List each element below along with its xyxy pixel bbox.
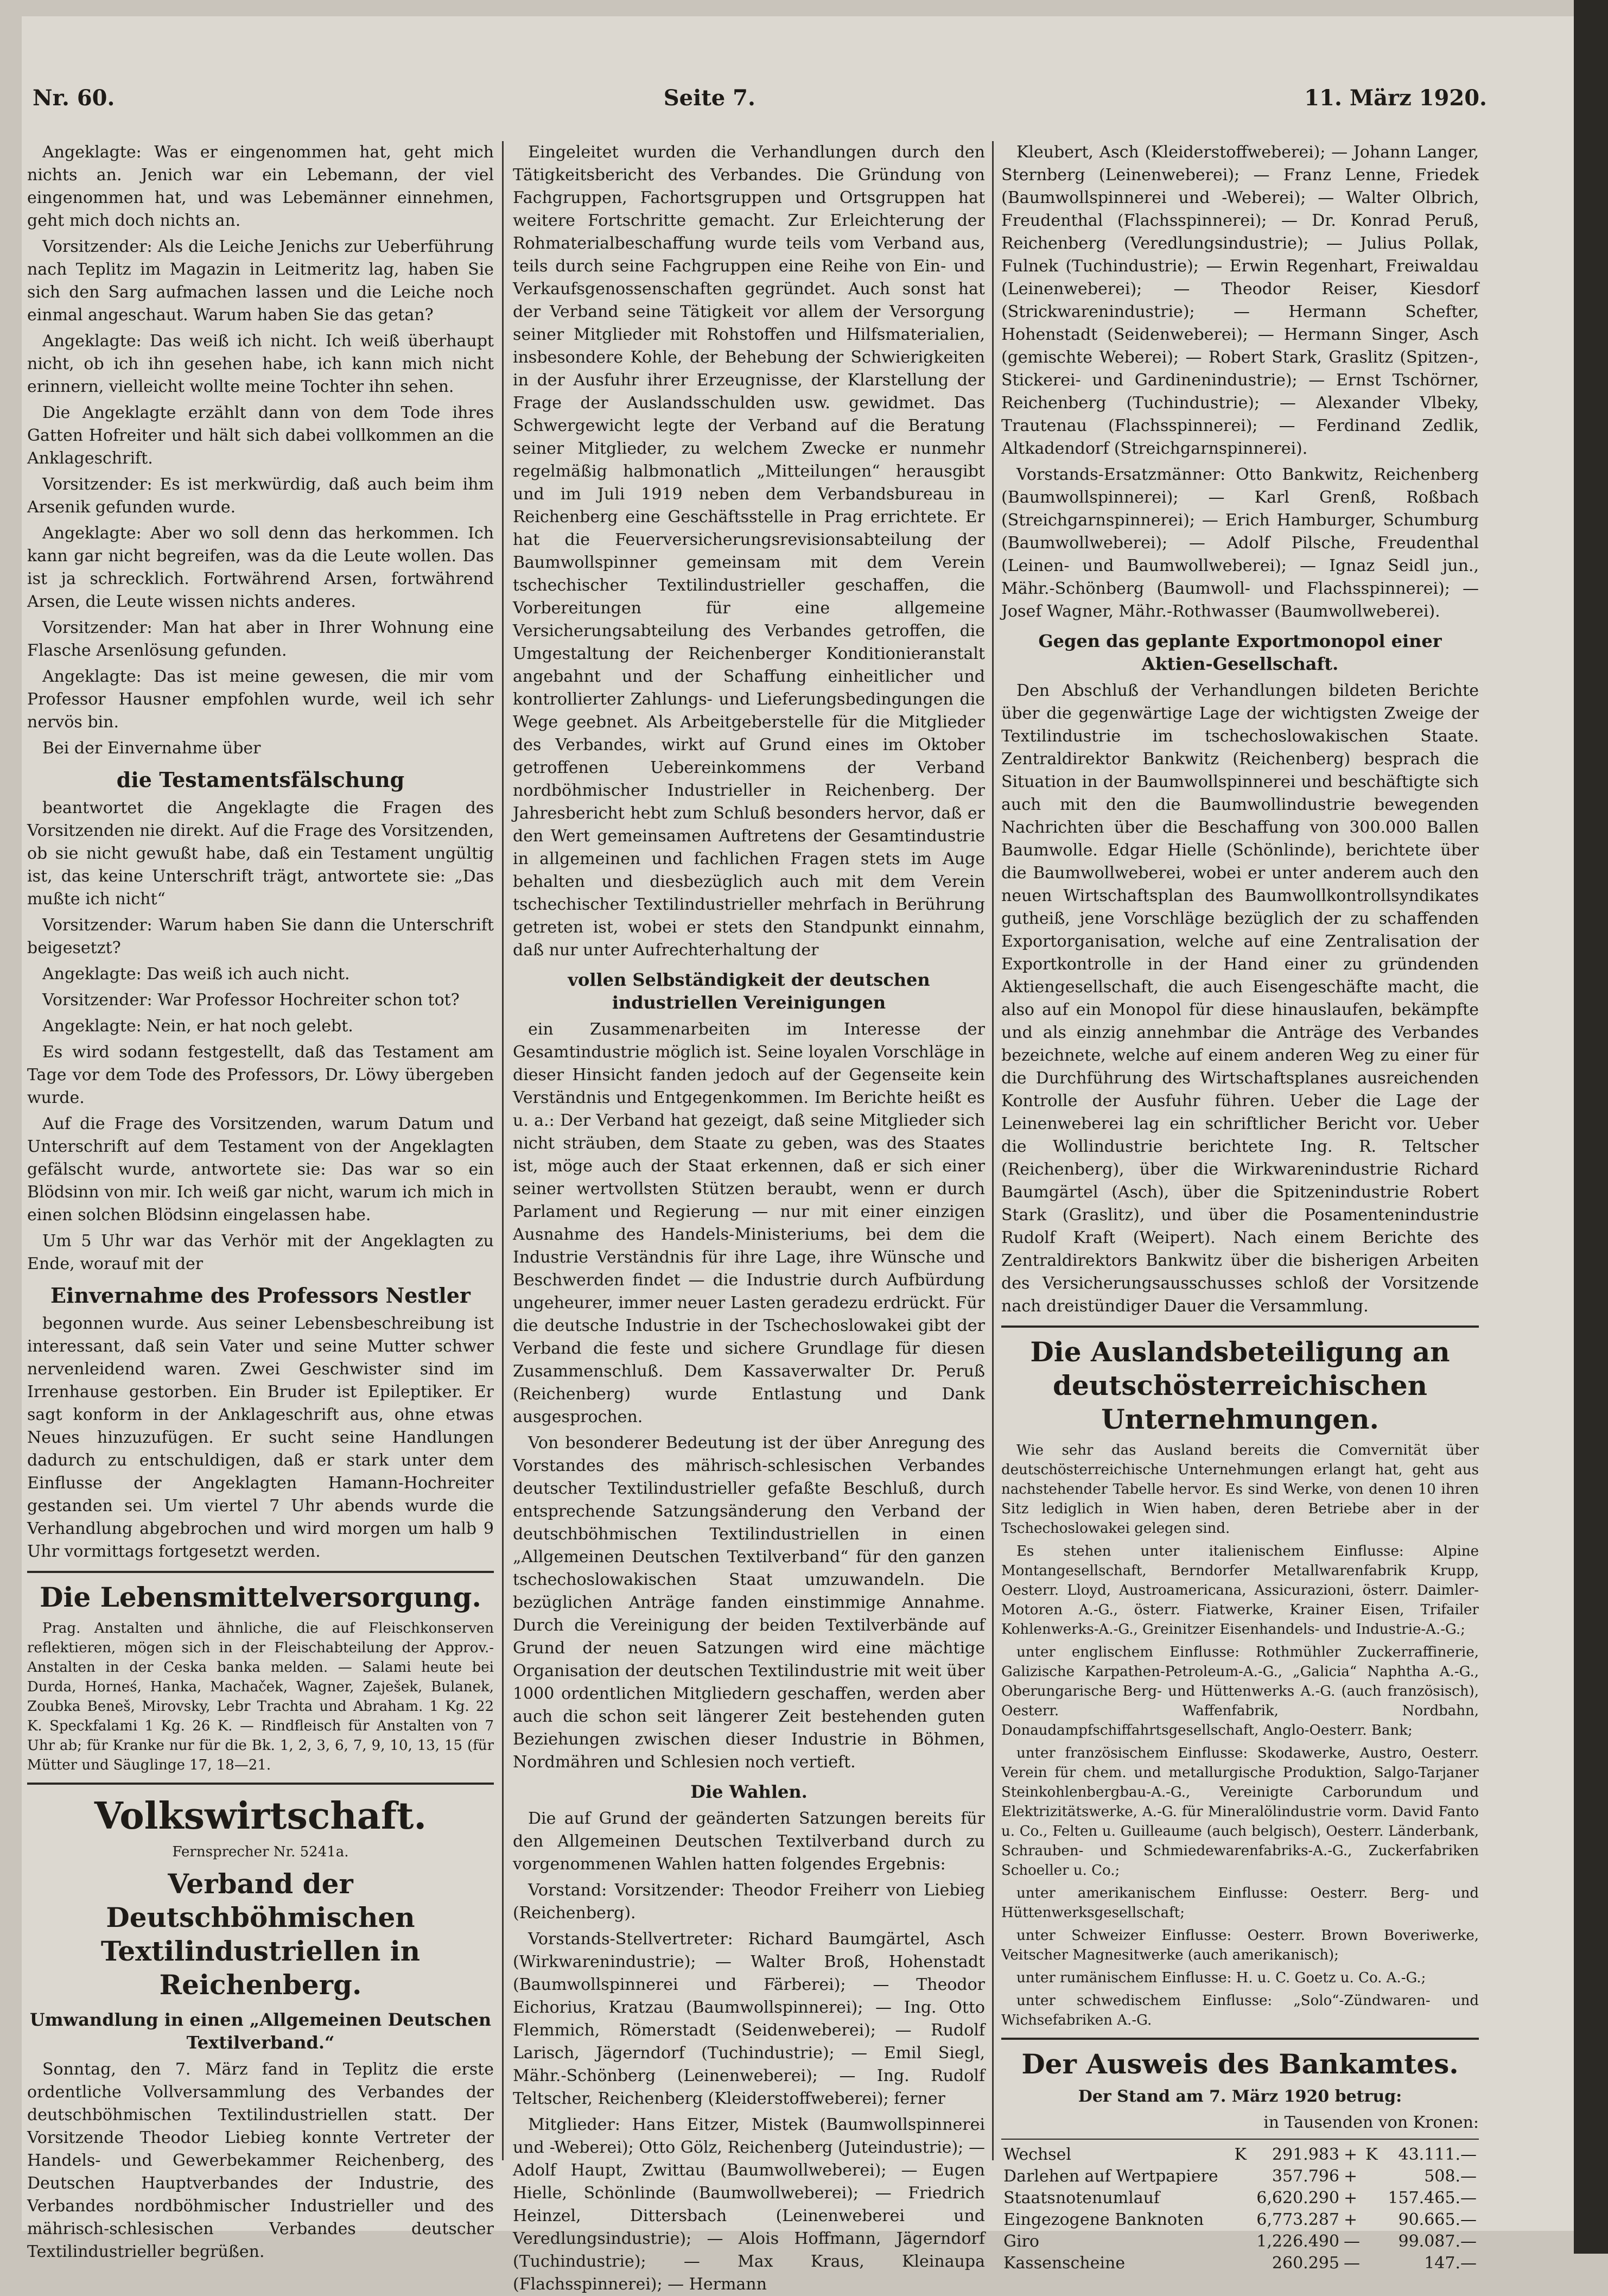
change-cell: 508.— [1424,2167,1477,2186]
paragraph: unter englischem Einflusse: Rothmühler Zuckerraffinerie, Galizische Karpathen-Petroleum-A.-G., „Galicia“ Naphtha A.-G., Oberungarische Berg- und Hüttenwerks A.-G. (auch französisch), Oesterr. Waffenfabrik, Nordbahn, Donaudampfschiffahrtsgesellschaft, Anglo-Oesterr. Bank; [1001,1644,1479,1739]
paragraph: Auf die Frage des Vorsitzenden, warum Datum und Unterschrift auf dem Testament von der Angeklagten gefälscht wurde, antwortete sie: Das war so ein Blödsinn von mir. Ich weiß gar nicht, warum ich mich in einen solchen Blödsinn eingelassen habe. [27,1114,494,1225]
article-headline: Die Auslandsbeteiligung an deutschösterreichischen Unternehmungen. [1030,1336,1450,1435]
sign-cell: + [1343,2145,1358,2164]
article-subheadline: Umwandlung in einen „Allgemeinen Deutschen Textilverband.“ [29,2009,492,2053]
divider [1001,2038,1479,2040]
paragraph: Angeklagte: Was er eingenommen hat, geht mich nichts an. Jenich war ein Lebemann, der viel eingenommen hat, und was Lebemänner einnehmen, geht mich doch nichts an. [27,143,494,230]
report-date: Der Stand am 7. März 1920 betrug: [1078,2087,1402,2106]
currency-cell [1363,2209,1381,2231]
paragraph: Um 5 Uhr war das Verhör mit der Angeklagten zu Ende, worauf mit der [27,1232,494,1273]
paragraph: Sonntag, den 7. März fand in Teplitz die erste ordentliche Vollversammlung des Verbandes der deutschböhmischen Textilindustriellen statt. Der Vorsitzende Theodor Liebieg konnte Vertreter der Handels- und Gewerbekammer Reichenberg, des Deutschen Hauptverbandes der Industrie, des Verbandes nordböhmischer Industrieller und des mährisch-schlesischen Verbandes deutscher Textilindustrieller begrüßen. [27,2060,494,2261]
currency-cell [1232,2253,1250,2274]
paragraph: Die auf Grund der geänderten Satzungen bereits für den Allgemeinen Deutschen Textilverband durch zu vorgenommenen Wahlen hatten folgendes Ergebnis: [513,1809,985,1874]
section-heading: Volkswirtschaft. [94,1794,427,1838]
paragraph: Vorstands-Stellvertreter: Richard Baumgärtel, Asch (Wirkwarenindustrie); — Walter Broß, Hohenstadt (Baumwollspinnerei und Färberei); — Theodor Eichorius, Kratzau (Baumwollspinnerei); — Ing. Otto Flemmich, Römerstadt (Seidenweberei); — Rudolf Larisch, Jägerndorf (Tuchindustrie); — Emil Siegl, Mähr.-Schönberg (Leinenweberei); — Ing. Rudolf Teltscher, Reichenberg (Kleiderstoffweberei); ferner [513,1930,985,2108]
currency-cell [1363,2253,1381,2274]
paragraph: unter Schweizer Einflusse: Oesterr. Brown Boveriwerke, Veitscher Magnesitwerke (auch amerikanisch); [1001,1927,1479,1963]
change-cell: 90.665.— [1398,2210,1477,2229]
paragraph: Prag. Anstalten und ähnliche, die auf Fleischkonserven reflektieren, mögen sich in der Fleischabteilung der Approv.-Anstalten in der Ceska banka melden. — Salami heute bei Durda, Horneś, Hanka, Machaček, Wagner, Zaješek, Bulanek, Zoubka Beneš, Mirovsky, Lebr Trachta und Abraham. 1 Kg. 22 K. Speckfalami 1 Kg. 26 K. — Rindfleisch für Anstalten von 7 Uhr ab; für Kranke nur für die Bk. 1, 2, 3, 6, 7, 9, 10, 13, 15 (für Mütter und Säuglinge 17, 18—21. [27,1620,494,1773]
table-row [1001,2231,1479,2253]
paragraph: Vorsitzender: War Professor Hochreiter schon tot? [42,991,460,1010]
change-cell: 147.— [1424,2254,1477,2273]
currency-cell [1363,2231,1381,2253]
currency-cell [1232,2231,1250,2253]
row-label: Wechsel [1003,2145,1072,2164]
paragraph: Mitglieder: Hans Eitzer, Mistek (Baumwollspinnerei und -Weberei); Otto Gölz, Reichenberg (Juteindustrie); — Adolf Haupt, Zwittau (Baumwollweberei); — Eugen Hielle, Schönlinde (Baumwollweberei); — Friedrich Heinzel, Dittersbach (Leinenweberei und Veredlungsindustrie); — Alois Hoffmann, Jägerndorf (Tuchindustrie); — Max Kraus, Kleinaupa (Flachsspinnerei); — Hermann [513,2115,985,2294]
row-label: Kassenscheine [1003,2254,1126,2273]
issue-date: 11. März 1920. [1304,85,1487,111]
currency-cell [1232,2209,1250,2231]
article-headline: Verband der Deutschböhmischen Textilindustriellen in Reichenberg. [100,1868,421,2001]
currency-cell [1363,2187,1381,2209]
subheading: Die Wahlen. [690,1781,808,1802]
column-rule-2 [992,141,994,2160]
divider [1001,2139,1479,2140]
paragraph: unter französischem Einflusse: Skodawerke, Austro, Oesterr. Verein für chem. und metallurgische Produktion, Salgo-Tarjaner Steinkohlenbergbau-A.-G., Vereinigte Carborundum und Elektrizitätswerke, A.-G. für Mineralölindustrie vorm. David Fanto u. Co., Felten u. Guilleaume (auch belgisch), Oesterr. Länderbank, Schrauben- und Schmiedewarenfabriks-A.-G., Zuckerfabriken Schoeller u. Co.; [1001,1745,1479,1879]
divider [27,1783,494,1785]
column-2 [513,141,985,2294]
issue-number: Nr. 60. [33,85,115,111]
article-headline: Der Ausweis des Bankamtes. [1021,2048,1459,2080]
change-cell: 43.111.— [1398,2145,1477,2164]
unit-note: in Tausenden von Kronen: [1263,2113,1479,2132]
paragraph: Vorstands-Ersatzmänner: Otto Bankwitz, Reichenberg (Baumwollspinnerei); — Karl Grenß, Roßbach (Streichgarnspinnerei); — Erich Hamburger, Schumburg (Baumwollweberei); — Adolf Pilsche, Freudenthal (Leinen- und Baumwollweberei); — Ignaz Seidl jun., Mähr.-Schönberg (Baumwoll- und Flachsspinnerei); — Josef Wagner, Mähr.-Rothwasser (Baumwollweberei). [1001,465,1479,621]
subheading: vollen Selbständigkeit der deutschen industriellen Vereinigungen [568,969,930,1013]
paragraph: Die Angeklagte erzählt dann von dem Tode ihres Gatten Hofreiter und hält sich dabei vollkommen an die Anklageschrift. [27,403,494,468]
paragraph: Vorsitzender: Als die Leiche Jenichs zur Ueberführung nach Teplitz im Magazin in Leitmeritz lag, haben Sie sich den Sarg aufmachen lassen und die Leiche noch einmal angeschaut. Warum haben Sie das getan? [27,237,494,325]
phone-line: Fernsprecher Nr. 5241a. [172,1844,349,1860]
paragraph: Es wird sodann festgestellt, daß das Testament am Tage vor dem Tode des Professors, Dr. Löwy übergeben wurde. [27,1043,494,1107]
paragraph: beantwortet die Angeklagte die Fragen des Vorsitzenden nie direkt. Auf die Frage des Vorsitzenden, ob sie nicht gewußt habe, daß ein Testament ungültig ist, das keine Unterschrift trägt, antwortete sie: „Das mußte ich nicht“ [27,798,494,909]
paragraph: Kleubert, Asch (Kleiderstoffweberei); — Johann Langer, Sternberg (Leinenweberei); — Franz Lenne, Friedek (Baumwollspinnerei und -Weberei); — Walter Olbrich, Freudenthal (Flachsspinnerei); — Dr. Konrad Peruß, Reichenberg (Veredlungsindustrie); — Julius Pollak, Fulnek (Tuchindustrie); — Erwin Regenhart, Freiwaldau (Leinenweberei); — Theodor Reiser, Kiesdorf (Strickwarenindustrie); — Hermann Schefter, Hohenstadt (Seidenweberei); — Hermann Singer, Asch (gemischte Weberei); — Robert Stark, Graslitz (Spitzen-, Stickerei- und Gardinenindustrie); — Ernst Tschörner, Reichenberg (Tuchindustrie); — Alexander Vlbeky, Trautenau (Flachsspinnerei); — Ferdinand Zedlik, Altkadendorf (Streichgarnspinnerei). [1001,143,1479,458]
scan-border [1574,0,1608,2254]
sign-cell: + [1343,2189,1358,2208]
paragraph: Von besonderer Bedeutung ist der über Anregung des Vorstandes des mährisch-schlesischen Verbandes deutscher Textilindustrieller gefaßte Beschluß, durch entsprechende Satzungsänderung den Verband der deutschböhmischen Textilindustriellen in einen „Allgemeinen Deutschen Textilverband“ für den ganzen tschechoslowakischen Staat umzuwandeln. Die bezüglichen Anträge fanden einstimmige Annahme. Durch die Vereinigung der beiden Textilverbände auf Grund der neuen Satzungen wird eine mächtige Organisation der deutschen Textilindustrie mit weit über 1000 ordentlichen Mitgliedern geschaffen, werden aber auch die schon seit längerer Zeit bestehenden guten Beziehungen zwischen dieser Industrie in Böhmen, Nordmähren und Schlesien noch vertieft. [513,1434,985,1772]
row-label: Staatsnotenumlauf [1003,2189,1160,2208]
newspaper-page [22,16,1574,2294]
divider [27,1571,494,1573]
currency-cell [1363,2166,1381,2187]
sign-cell: + [1343,2210,1358,2229]
value-cell: 357.796 [1272,2167,1339,2186]
currency-cell: K [1365,2145,1378,2164]
value-cell: 291.983 [1272,2145,1339,2164]
paragraph: Angeklagte: Das ist meine gewesen, die mir vom Professor Hausner empfohlen wurde, weil ich sehr nervös bin. [27,667,494,732]
paragraph: Eingeleitet wurden die Verhandlungen durch den Tätigkeitsbericht des Verbandes. Die Gründung von Fachgruppen, Fachortsgruppen und Ortsgruppen hat weitere Fortschritte gemacht. Zur Erleichterung der Rohmaterialbeschaffung wurde teils vom Verband aus, teils durch seine Fachgruppen eine Reihe von Ein- und Verkaufsgenossenschaften gegründet. Auch sonst hat der Verband seine Tätigkeit vor allem der Versorgung seiner Mitglieder mit Rohstoffen und Hilfsmaterialien, insbesondere Kohle, der Behebung der Schwierigkeiten in der Ausfuhr ihrer Erzeugnisse, der Klarstellung der Frage der Auslandsschulden usw. gewidmet. Das Schwergewicht legte der Verband auf die Beratung seiner Mitglieder, zu welchem Zwecke er nunmehr regelmäßig halbmonatlich „Mitteilungen“ herausgibt und im Juli 1919 neben dem Verbandsbureau in Reichenberg eine Geschäftsstelle in Prag errichtete. Er hat die Feuerversicherungsrevisionsabteilung der Baumwollspinner gemeinsam mit dem Verein tschechischer Textilindustrieller geschaffen, die Vorbereitungen für eine allgemeine Versicherungsabteilung des Verbandes getroffen, die Umgestaltung der Reichenberger Konditionieranstalt angebahnt und der Schaffung einheitlicher und kontrollierter Zahlungs- und Lieferungsbedingungen die Wege geebnet. Als Arbeitgeberstelle für die Mitglieder des Verbandes, wirkt auf Grund eines im Oktober getroffenen Uebereinkommens der Verband nordböhmischer Industrieller in Reichenberg. Der Jahresbericht hebt zum Schluß besonders hervor, daß er den Wert gemeinsamen Auftretens der Gesamtindustrie in allgemeinen und fachlichen Fragen stets im Auge behalten und diesbezüglich auch mit dem Verein tschechischer Textilindustrieller mehrfach in Berührung getreten ist, wobei er stets den Standpunkt einnahm, daß nur unter Aufrechterhaltung der [513,143,985,960]
subheading: Gegen das geplante Exportmonopol einer Aktien-Gesellschaft. [1038,631,1442,674]
paragraph: unter rumänischem Einflusse: H. u. C. Goetz u. Co. A.-G.; [1016,1970,1426,1986]
paragraph: Wie sehr das Ausland bereits die Comvernität über deutschösterreichische Unternehmungen erlangt hat, geht aus nachstehender Tabelle hervor. Es sind Werke, von denen 10 ihren Sitz lediglich in Wien haben, deren Betriebe aber in der Tschechoslowakei gelegen sind. [1001,1442,1479,1537]
subheading: Einvernahme des Professors Nestler [50,1283,471,1308]
change-cell: 99.087.— [1398,2232,1477,2251]
paragraph: Angeklagte: Nein, er hat noch gelebt. [42,1017,353,1036]
table-row [1001,2209,1479,2231]
paragraph: Vorsitzender: Warum haben Sie dann die Unterschrift beigesetzt? [27,916,494,957]
currency-cell [1232,2166,1250,2187]
row-label: Eingezogene Banknoten [1003,2210,1204,2229]
sign-cell: — [1343,2254,1360,2273]
column-1 [27,141,494,2261]
table-row [1001,2187,1479,2209]
section-heading: Die Lebensmittelversorgung. [40,1581,481,1613]
bank-statement-table [1001,2144,1479,2274]
change-cell: 157.465.— [1388,2189,1477,2208]
row-label: Giro [1003,2232,1039,2251]
value-cell: 1,226.490 [1256,2232,1339,2251]
column-3 [1001,141,1479,2273]
page-number: Seite 7. [663,85,755,111]
paragraph: Vorstand: Vorsitzender: Theodor Freiherr von Liebieg (Reichenberg). [513,1881,985,1923]
table-row [1001,2166,1479,2187]
row-label: Darlehen auf Wertpapiere [1003,2167,1218,2186]
page-header [33,76,1487,119]
table-row [1001,2144,1479,2166]
currency-cell [1232,2187,1250,2209]
subheading: die Testamentsfälschung [116,768,405,792]
value-cell: 6,620.290 [1256,2189,1339,2208]
paragraph: Es stehen unter italienischem Einflusse: Alpine Montangesellschaft, Berndorfer Metallwarenfabrik Krupp, Oesterr. Lloyd, Austroamericana, Assicurazioni, österr. Daimler-Motoren A.-G., österr. Fiatwerke, Krainer Eisen, Trifailer Kohlenwerks-A.-G., Greinitzer Eisenhandels- und Industrie-A.-G.; [1001,1543,1479,1638]
sign-cell: — [1343,2232,1360,2251]
value-cell: 6,773.287 [1256,2210,1339,2229]
value-cell: 260.295 [1272,2254,1339,2273]
paragraph: begonnen wurde. Aus seiner Lebensbeschreibung ist interessant, daß sein Vater und seine Mutter schwer nervenleidend waren. Zwei Geschwister sind im Irrenhause gestorben. Ein Bruder ist Epileptiker. Er sagt konform in der Anklageschrift aus, ohne etwas Neues hinzuzufügen. Er sucht seine Handlungen dadurch zu entschuldigen, daß er stark unter dem Einflusse der Angeklagten Hamann-Hochreiter gestanden sei. Um viertel 7 Uhr abends wurde die Verhandlung abgebrochen und wird morgen um halb 9 Uhr vormittags fortgesetzt werden. [27,1314,494,1561]
paragraph: Vorsitzender: Man hat aber in Ihrer Wohnung eine Flasche Arsenlösung gefunden. [27,618,494,660]
paragraph: Angeklagte: Aber wo soll denn das herkommen. Ich kann gar nicht begreifen, was da die Leute wollen. Das ist ja schrecklich. Fortwährend Arsen, fortwährend Arsen, die Leute wissen nichts anderes. [27,524,494,611]
divider [1001,1325,1479,1328]
paragraph: Den Abschluß der Verhandlungen bildeten Berichte über die gegenwärtige Lage der wichtigsten Zweige der Textilindustrie im tschechoslowakischen Staate. Zentraldirektor Bankwitz (Reichenberg) besprach die Situation in der Baumwollspinnerei und beschäftigte sich auch mit den die Baumwollindustrie bewegenden Nachrichten über die Beschaffung von 300.000 Ballen Baumwolle. Edgar Hielle (Schönlinde), berichtete über die Baumwollweberei, wobei er unter anderem auch den neuen Wirtschaftsplan des Baumwollkontrollsyndikates gutheiß, jene Vorschläge bezüglich der zu schaffenden Exportorganisation, welche auf eine Zentralisation der Exportkontrolle in der Hand einer zu gründenden Aktiengesellschaft, die auch Eisengeschäfte macht, die also auf ein Monopol für diese hinauslaufen, bekämpfte und als einzig annehmbar die Anträge des Verbandes bezeichnete, welche auf einem anderen Weg zu einer für die Durchführung des Wirtschaftsplanes ausreichenden Kontrolle der Ausfuhr führen. Ueber die Lage der Leinenweberei lag ein schriftlicher Bericht vor. Ueber die Wollindustrie berichtete Ing. R. Teltscher (Reichenberg), über die Wirkwarenindustrie Richard Baumgärtel (Asch), über die Spitzenindustrie Robert Stark (Graslitz), und über die Posamentenindustrie Rudolf Kraft (Weipert). Nach einem Berichte des Zentraldirektors Bankwitz über die bisherigen Arbeiten des Versicherungsausschusses schloß der Vorsitzende nach dreistündiger Dauer die Versammlung. [1001,681,1479,1316]
paragraph: unter schwedischem Einflusse: „Solo“-Zündwaren- und Wichsefabriken A.-G. [1001,1993,1479,2028]
sign-cell: + [1343,2167,1358,2186]
paragraph: Bei der Einvernahme über [42,739,261,758]
column-rule-1 [502,141,504,2160]
paragraph: Angeklagte: Das weiß ich nicht. Ich weiß überhaupt nicht, ob ich ihn gesehen habe, ich kann mich nicht erinnern, vielleicht wollte meine Tochter ihn sehen. [27,332,494,396]
table-row [1001,2253,1479,2274]
currency-cell: K [1234,2145,1247,2164]
paragraph: unter amerikanischem Einflusse: Oesterr. Berg- und Hüttenwerksgesellschaft; [1001,1885,1479,1921]
paragraph: Vorsitzender: Es ist merkwürdig, daß auch beim ihm Arsenik gefunden wurde. [27,475,494,517]
paragraph: Angeklagte: Das weiß ich auch nicht. [42,965,350,984]
paragraph: ein Zusammenarbeiten im Interesse der Gesamtindustrie möglich ist. Seine loyalen Vorschläge in dieser Hinsicht fanden jedoch auf der Gegenseite kein Verständnis und Entgegenkommen. Im Berichte heißt es u. a.: Der Verband hat gezeigt, daß seine Mitglieder sich nicht sträuben, dem Staate zu geben, was des Staates ist, möge auch der Staat erkennen, daß er sich einer seiner wertvollsten Stützen beraubt, wenn er durch Parlament und Regierung — nur mit einer einzigen Ausnahme des Handels-Ministeriums, bei dem die Industrie Verständnis für ihre Lage, ihre Wünsche und Beschwerden findet — die Industrie durch Aufbürdung ungeheurer, immer neuer Lasten geradezu erdrückt. Für die deutsche Industrie in der Tschechoslowakei gibt der Verband die feste und sichere Grundlage für diesen Zusammenschluß. Dem Kassaverwalter Dr. Peruß (Reichenberg) wurde Entlastung und Dank ausgesprochen. [513,1020,985,1426]
